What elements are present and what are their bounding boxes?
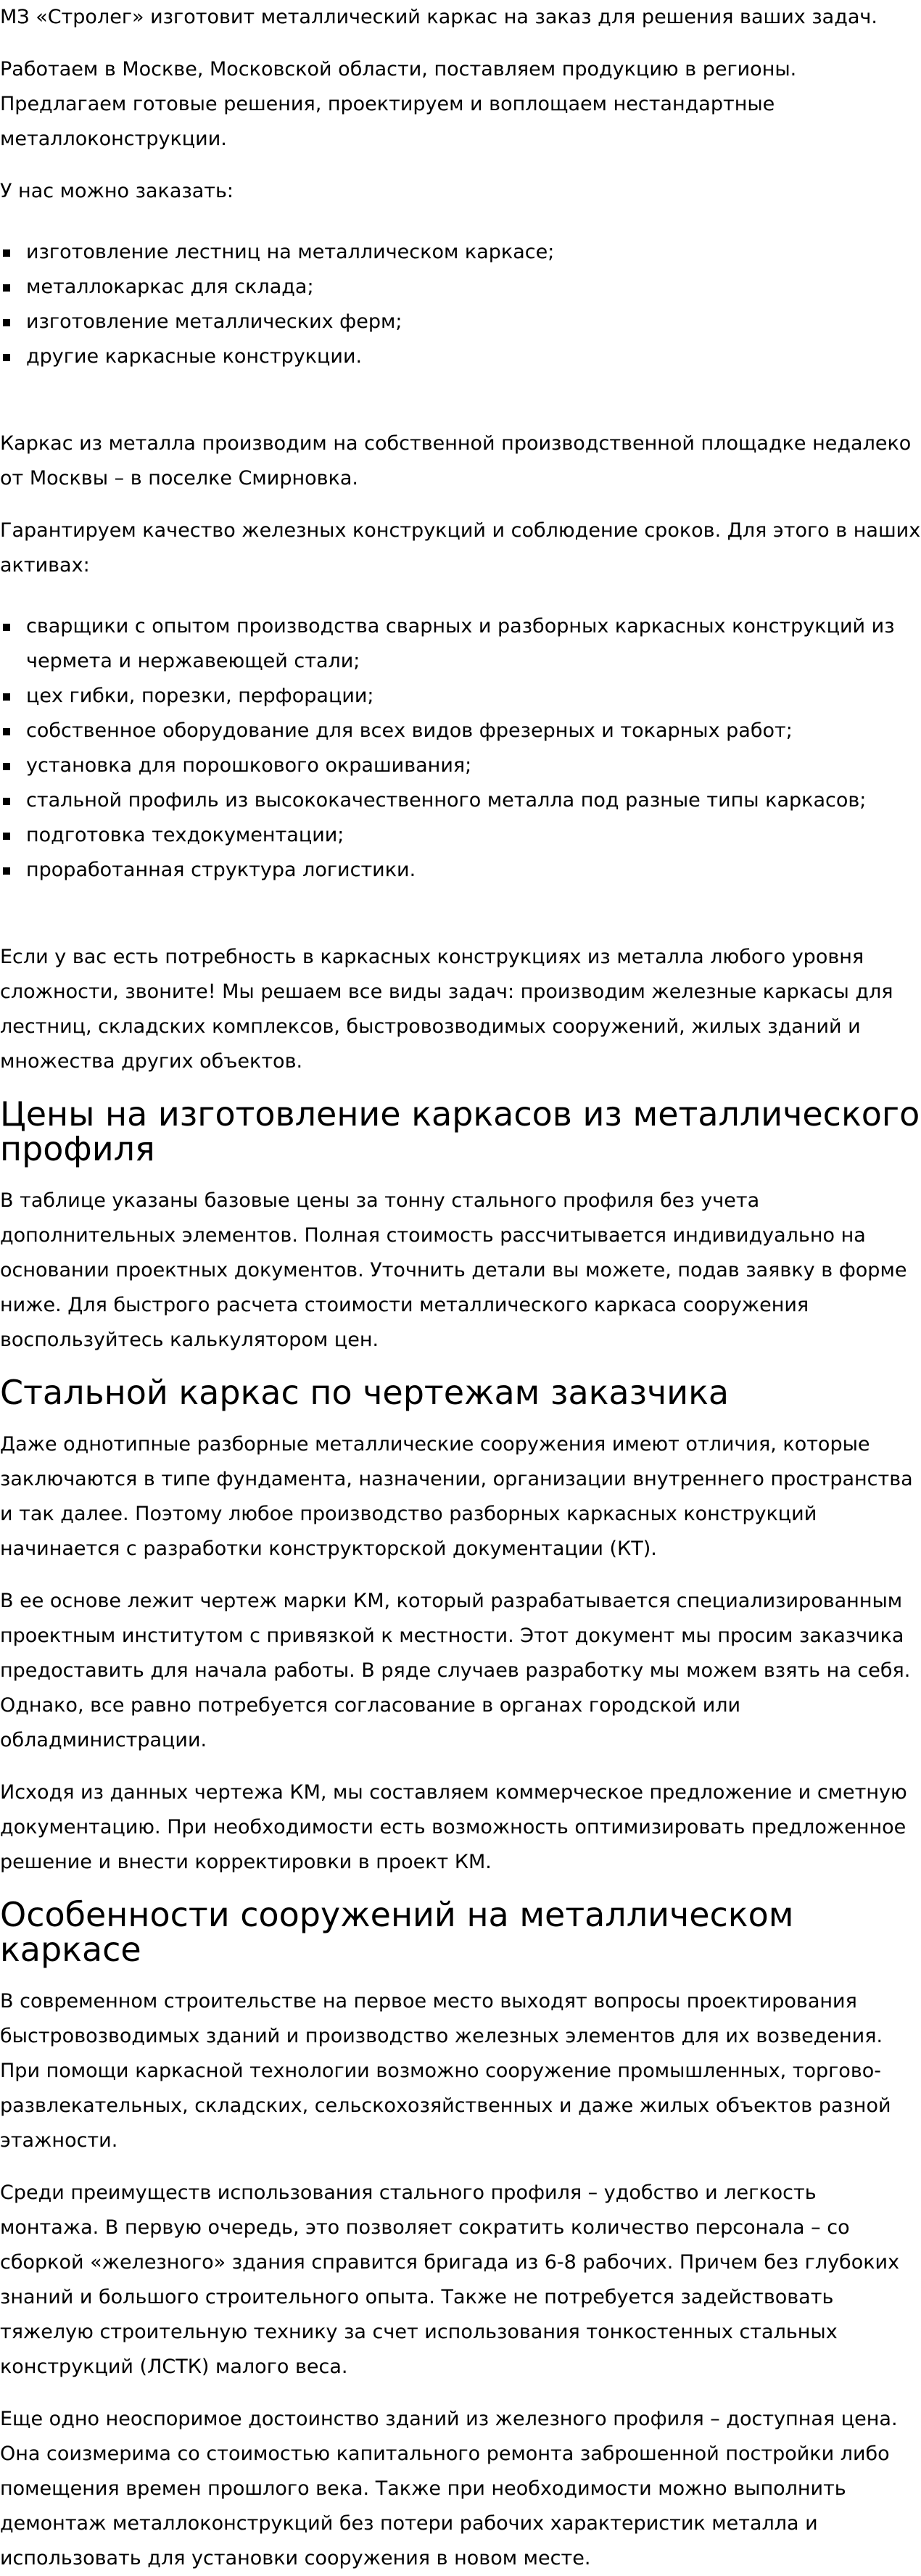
assets-list: [0, 609, 921, 888]
list-item: цех гибки, порезки, перфорации;: [0, 679, 921, 714]
list-item: изготовление лестниц на металлическом каркасе;: [0, 235, 921, 270]
intro-paragraph-1: МЗ «Стролег» изготовит металлический каркас на заказ для решения ваших задач.: [0, 6, 877, 28]
list-item: проработанная структура логистики.: [0, 853, 921, 888]
section-heading-drawings: Стальной каркас по чертежам заказчика: [0, 1373, 730, 1412]
order-list: [0, 235, 921, 374]
intro-paragraph-4: Каркас из металла производим на собственной производственной площадке недалеко от Москвы – в поселке Смирновка.: [0, 432, 912, 490]
list-item: изготовление металлических ферм;: [0, 305, 921, 339]
intro-paragraph-2: Работаем в Москве, Московской области, поставляем продукцию в регионы. Предлагаем готовые решения, проектируем и воплощаем нестандартные металлоконструкции.: [0, 58, 797, 150]
features-paragraph-1: В современном строительстве на первое место выходят вопросы проектирования быстровозводимых зданий и производство железных элементов для их возведения. При помощи каркасной технологии возможно сооружение промышленных, торгово-развлекательных, складских, сельскохозяйственных и даже жилых объектов разной этажности.: [0, 1990, 891, 2152]
drawings-paragraph-1: Даже однотипные разборные металлические сооружения имеют отличия, которые заключаются в типе фундамента, назначении, организации внутреннего пространства и так далее. Поэтому любое производство разборных каркасных конструкций начинается с разработки конструкторской документации (КТ).: [0, 1433, 913, 1560]
list-item: металлокаркас для склада;: [0, 270, 921, 305]
list-item: подготовка техдокументации;: [0, 818, 921, 853]
features-paragraph-2: Среди преимуществ использования стального профиля – удобство и легкость монтажа. В первую очередь, это позволяет сократить количество персонала – со сборкой «железного» здания справится бригада из 6-8 рабочих. Причем без глубоких знаний и большого строительного опыта. Также не потребуется задействовать тяжелую строительную технику за счет использования тонкостенных стальных конструкций (ЛСТК) малого веса.: [0, 2181, 900, 2378]
intro-paragraph-5: Гарантируем качество железных конструкций и соблюдение сроков. Для этого в наших активах:: [0, 519, 921, 577]
list-item: сварщики с опытом производства сварных и разборных каркасных конструкций из чермета и нержавеющей стали;: [0, 609, 921, 679]
list-item: стальной профиль из высококачественного металла под разные типы каркасов;: [0, 783, 921, 818]
features-paragraph-3: Еще одно неоспоримое достоинство зданий из железного профиля – доступная цена. Она соизмерима со стоимостью капитального ремонта заброшенной постройки либо помещения времен прошлого века. Также при необходимости можно выполнить демонтаж металлоконструкций без потери рабочих характеристик металла и использовать для установки сооружения в новом месте.: [0, 2408, 898, 2569]
list-item: собственное оборудование для всех видов фрезерных и токарных работ;: [0, 714, 921, 748]
drawings-paragraph-2: В ее основе лежит чертеж марки КМ, который разрабатывается специализированным проектным институтом с привязкой к местности. Этот документ мы просим заказчика предоставить для начала работы. В ряде случаев разработку мы можем взять на себя. Однако, все равно потребуется согласование в органах городской или обладминистрации.: [0, 1590, 911, 1751]
list-item: другие каркасные конструкции.: [0, 339, 921, 374]
intro-paragraph-3: У нас можно заказать:: [0, 180, 234, 202]
section-heading-prices: Цены на изготовление каркасов из металлического профиля: [0, 1094, 920, 1168]
intro-paragraph-6: Если у вас есть потребность в каркасных конструкциях из металла любого уровня сложности, звоните! Мы решаем все виды задач: производим железные каркасы для лестниц, складских комплексов, быстровозводимых сооружений, жилых зданий и множества других объектов.: [0, 946, 893, 1073]
section-heading-features: Особенности сооружений на металлическом каркасе: [0, 1895, 794, 1969]
list-item: установка для порошкового окрашивания;: [0, 748, 921, 783]
prices-paragraph-1: В таблице указаны базовые цены за тонну стального профиля без учета дополнительных элементов. Полная стоимость рассчитывается индивидуально на основании проектных документов. Уточнить детали вы можете, подав заявку в форме ниже. Для быстрого расчета стоимости металлического каркаса сооружения воспользуйтесь калькулятором цен.: [0, 1189, 907, 1351]
drawings-paragraph-3: Исходя из данных чертежа КМ, мы составляем коммерческое предложение и сметную документацию. При необходимости есть возможность оптимизировать предложенное решение и внести корректировки в проект КМ.: [0, 1781, 907, 1873]
